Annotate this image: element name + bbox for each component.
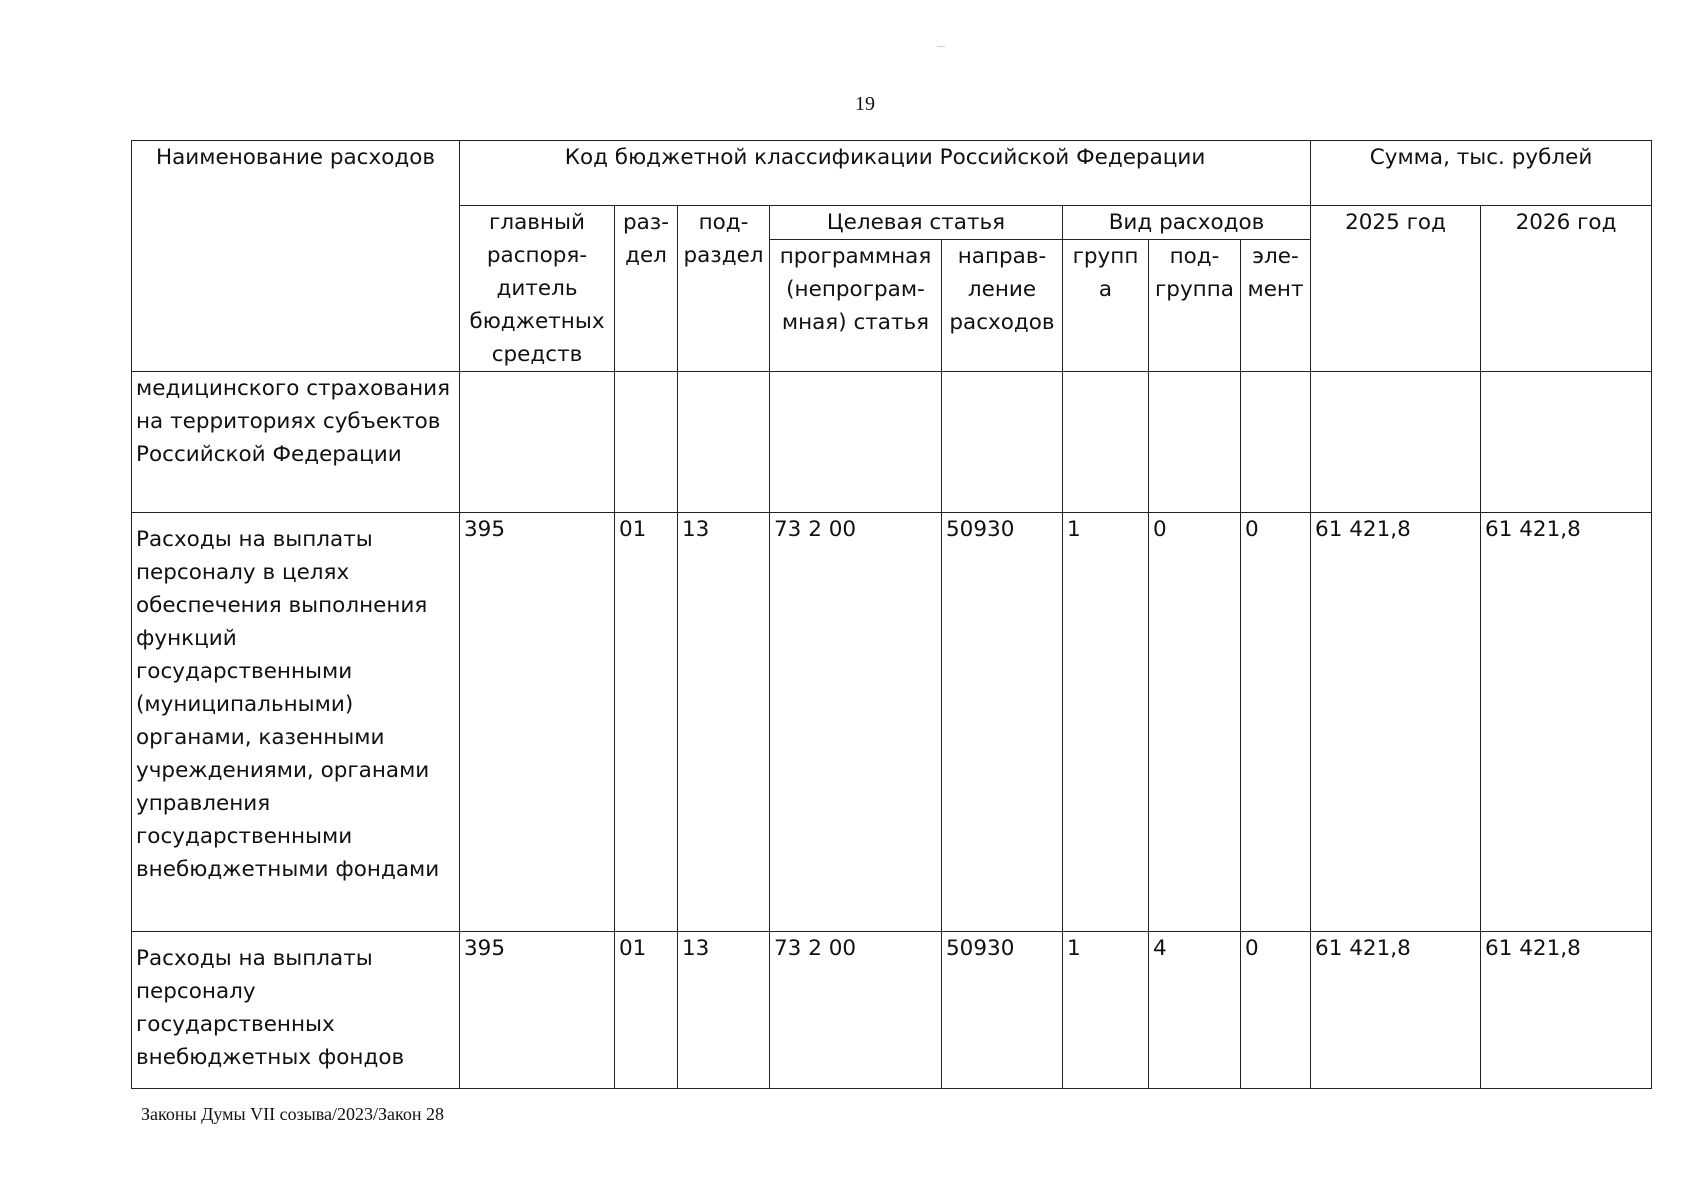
row-name: Расходы на выплаты персоналу государственных внебюджетных фондов	[132, 932, 460, 1089]
cell-group: 1	[1063, 513, 1149, 932]
header-name: Наименование расходов	[132, 141, 460, 372]
cell-subsection: 13	[678, 932, 770, 1089]
cell-subgroup: 4	[1149, 932, 1241, 1089]
header-subgroup: под-группа	[1149, 240, 1241, 372]
header-year-2025: 2025 год	[1311, 206, 1481, 372]
cell-group	[1063, 372, 1149, 513]
header-expense-type: Вид расходов	[1063, 206, 1311, 240]
cell-section	[615, 372, 678, 513]
budget-table	[131, 140, 1652, 1089]
header-program-article: программная (непрограм-мная) статья	[770, 240, 942, 372]
header-sum-group: Сумма, тыс. рублей	[1311, 141, 1652, 206]
header-subsection: под-раздел	[678, 206, 770, 372]
header-element: эле-мент	[1241, 240, 1311, 372]
cell-chief	[460, 372, 615, 513]
cell-direction: 50930	[942, 513, 1063, 932]
cell-subsection: 13	[678, 513, 770, 932]
document-footer: Законы Думы VII созыва/2023/Закон 28	[141, 1104, 444, 1124]
row-name: медицинского страхования на территориях субъектов Российской Федерации	[132, 372, 460, 513]
header-chief-admin: главный распоря-дитель бюджетных средств	[460, 206, 615, 372]
cell-direction: 50930	[942, 932, 1063, 1089]
cell-subgroup: 0	[1149, 513, 1241, 932]
cell-sum-2026: 61 421,8	[1481, 513, 1652, 932]
cell-sum-2026	[1481, 372, 1652, 513]
cell-chief: 395	[460, 932, 615, 1089]
cell-sum-2026: 61 421,8	[1481, 932, 1652, 1089]
cell-sum-2025	[1311, 372, 1481, 513]
cell-direction	[942, 372, 1063, 513]
header-year-2026: 2026 год	[1481, 206, 1652, 372]
header-section: раз-дел	[615, 206, 678, 372]
cell-element	[1241, 372, 1311, 513]
cell-sum-2025: 61 421,8	[1311, 932, 1481, 1089]
cell-subsection	[678, 372, 770, 513]
cell-program	[770, 372, 942, 513]
cell-sum-2025: 61 421,8	[1311, 513, 1481, 932]
table-row	[132, 513, 1652, 932]
cell-group: 1	[1063, 932, 1149, 1089]
cell-chief: 395	[460, 513, 615, 932]
table-row	[132, 932, 1652, 1089]
cell-element: 0	[1241, 513, 1311, 932]
cell-section: 01	[615, 932, 678, 1089]
scan-mark	[937, 46, 945, 47]
table-row	[132, 372, 1652, 513]
cell-element: 0	[1241, 932, 1311, 1089]
header-expense-direction: направ-ление расходов	[942, 240, 1063, 372]
page-number: 19	[855, 93, 875, 115]
header-target-article: Целевая статья	[770, 206, 1063, 240]
cell-program: 73 2 00	[770, 932, 942, 1089]
cell-program: 73 2 00	[770, 513, 942, 932]
header-code-group: Код бюджетной классификации Российской Федерации	[460, 141, 1311, 206]
cell-section: 01	[615, 513, 678, 932]
row-name: Расходы на выплаты персоналу в целях обеспечения выполнения функций государственными (муниципальными) органами, казенными учреждениями, органами управления государственными внебюджетными фондами	[132, 513, 460, 932]
header-group: группа	[1063, 240, 1149, 372]
cell-subgroup	[1149, 372, 1241, 513]
header-row-1	[132, 141, 1652, 206]
